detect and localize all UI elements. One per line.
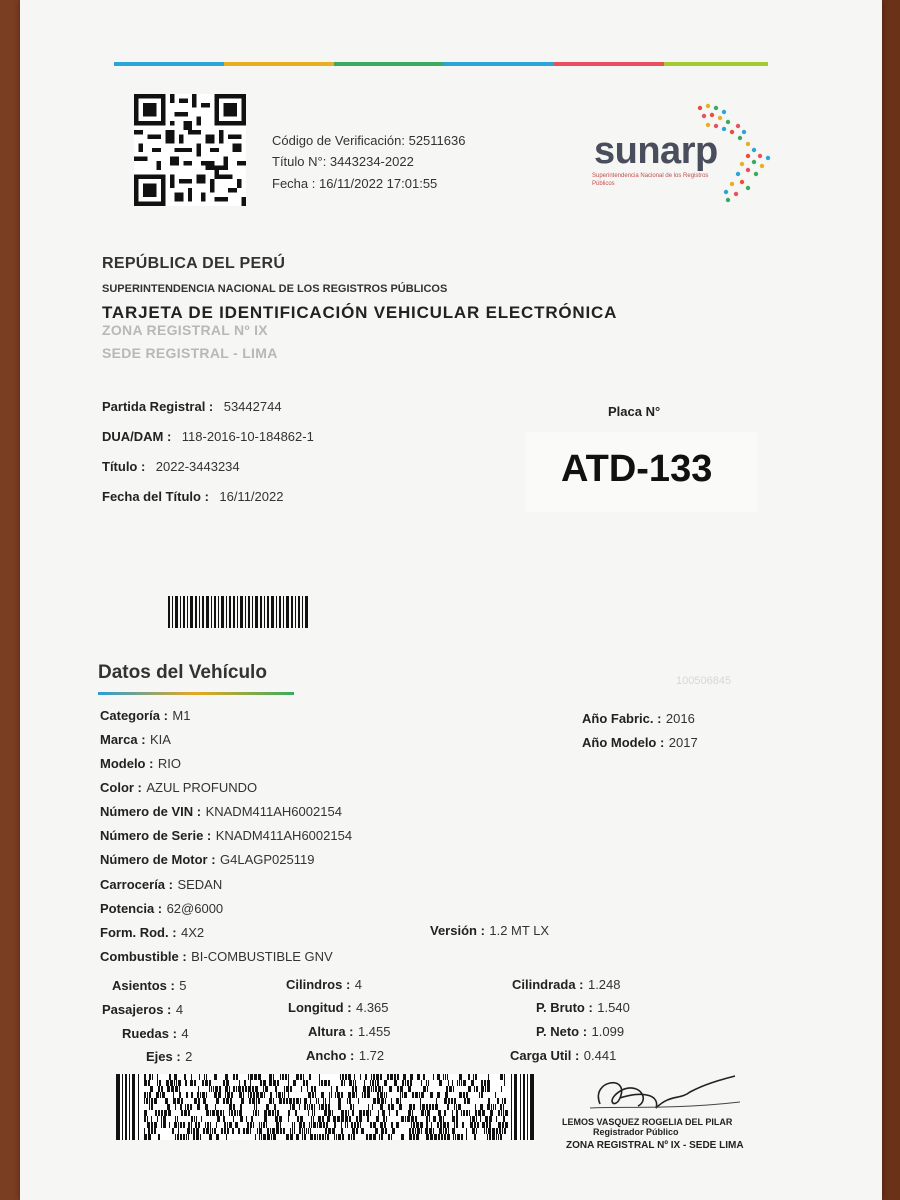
asientos-row <box>112 977 187 995</box>
plate-number: ATD-133 <box>561 448 713 490</box>
ruedas-label: Ruedas : <box>122 1026 177 1041</box>
title-number: Título N°: 3443234-2022 <box>272 154 414 169</box>
cilindros-row <box>286 976 362 994</box>
color-row <box>100 779 257 797</box>
serie-label: Número de Serie : <box>100 828 212 843</box>
dua-row <box>102 428 314 446</box>
background-edge <box>882 0 900 1200</box>
registrar-role: Registrador Público <box>593 1127 679 1137</box>
titulo-row <box>102 458 240 476</box>
partida-row <box>102 398 282 416</box>
anio-modelo-row <box>582 734 698 752</box>
qr-code <box>130 94 250 206</box>
dua-label: DUA/DAM : <box>102 429 172 444</box>
formrod-row <box>100 924 204 942</box>
longitud-row <box>288 999 389 1017</box>
anio-fabric-row <box>582 710 695 728</box>
potencia-value: 62@6000 <box>166 901 224 916</box>
pneto-row <box>536 1023 624 1041</box>
vin-row <box>100 803 342 821</box>
carroceria-label: Carrocería : <box>100 877 173 892</box>
motor-label: Número de Motor : <box>100 852 216 867</box>
fecha-label: Fecha del Título : <box>102 489 209 504</box>
serie-value: KNADM411AH6002154 <box>215 828 353 843</box>
cilindros-value: 4 <box>354 977 362 992</box>
modelo-label: Modelo : <box>100 756 154 771</box>
cilindros-label: Cilindros : <box>286 977 351 992</box>
color-value: AZUL PROFUNDO <box>146 780 258 795</box>
titulo-value: 2022-3443234 <box>155 459 240 474</box>
altura-row <box>308 1023 391 1041</box>
sede-registral: SEDE REGISTRAL - LIMA <box>102 345 278 361</box>
sunarp-logo-subtitle: Superintendencia Nacional de los Registros Públicos <box>592 173 709 187</box>
categoria-row <box>100 707 190 725</box>
partida-value: 53442744 <box>223 399 282 414</box>
modelo-row <box>100 755 181 773</box>
partida-label: Partida Registral : <box>102 399 214 414</box>
issue-date: Fecha : 16/11/2022 17:01:55 <box>272 176 438 191</box>
carga-label: Carga Util : <box>510 1048 580 1063</box>
categoria-value: M1 <box>172 708 191 723</box>
pbruto-row <box>536 999 630 1017</box>
republic-heading: REPÚBLICA DEL PERÚ <box>102 255 286 272</box>
combustible-label: Combustible : <box>100 949 187 964</box>
motor-value: G4LAGP025119 <box>220 852 315 867</box>
plate-label: Placa N° <box>608 404 661 419</box>
anio-fabric-label: Año Fabric. : <box>582 711 662 726</box>
section-underline <box>98 692 294 695</box>
version-label: Versión : <box>430 923 485 938</box>
pasajeros-value: 4 <box>175 1002 184 1017</box>
marca-value: KIA <box>149 732 171 747</box>
version-value: 1.2 MT LX <box>489 923 550 938</box>
pneto-value: 1.099 <box>591 1024 625 1039</box>
version-row <box>430 922 549 940</box>
serie-row <box>100 827 352 845</box>
marca-row <box>100 731 171 749</box>
pasajeros-label: Pasajeros : <box>102 1002 172 1017</box>
verification-code: Código de Verificación: 52511636 <box>272 133 466 148</box>
modelo-value: RIO <box>157 756 182 771</box>
document-title: TARJETA DE IDENTIFICACIÓN VEHICULAR ELECTRÓNICA <box>102 303 618 322</box>
ejes-value: 2 <box>185 1049 193 1064</box>
vin-value: KNADM411AH6002154 <box>205 804 342 819</box>
longitud-label: Longitud : <box>288 1000 352 1015</box>
carroceria-row <box>100 876 222 894</box>
formrod-value: 4X2 <box>181 925 205 940</box>
titulo-label: Título : <box>102 459 146 474</box>
cilindrada-row <box>512 976 621 994</box>
pasajeros-row <box>102 1001 183 1019</box>
combustible-value: BI-COMBUSTIBLE GNV <box>191 949 333 964</box>
color-stripe <box>114 62 768 66</box>
formrod-label: Form. Rod. : <box>100 925 177 940</box>
carroceria-value: SEDAN <box>177 877 223 892</box>
cilindrada-value: 1.248 <box>587 977 621 992</box>
ruedas-value: 4 <box>181 1026 189 1041</box>
ancho-row <box>306 1047 384 1065</box>
ejes-row <box>146 1048 192 1066</box>
barcode <box>168 596 308 628</box>
fecha-row <box>102 488 283 506</box>
registrar-office: ZONA REGISTRAL Nº IX - SEDE LIMA <box>566 1140 744 1151</box>
fecha-value: 16/11/2022 <box>219 489 284 504</box>
motor-row <box>100 851 314 869</box>
asientos-value: 5 <box>179 978 187 993</box>
ancho-label: Ancho : <box>306 1048 355 1063</box>
vin-label: Número de VIN : <box>100 804 202 819</box>
color-label: Color : <box>100 780 142 795</box>
anio-modelo-label: Año Modelo : <box>582 735 665 750</box>
faint-code: 100506845 <box>676 675 732 687</box>
ruedas-row <box>122 1025 189 1043</box>
pbruto-label: P. Bruto : <box>536 1000 593 1015</box>
pdf417-barcode <box>116 1074 534 1140</box>
document-card <box>20 0 882 1200</box>
anio-modelo-value: 2017 <box>668 735 698 750</box>
pbruto-value: 1.540 <box>597 1000 630 1015</box>
longitud-value: 4.365 <box>355 1000 389 1015</box>
registrar-name: LEMOS VASQUEZ ROGELIA DEL PILAR <box>562 1117 733 1127</box>
sunarp-logo-text: sunarp <box>594 130 718 172</box>
dua-value: 118-2016-10-184862-1 <box>181 429 314 444</box>
carga-value: 0.441 <box>583 1048 617 1063</box>
signature-image <box>560 1070 760 1120</box>
section-title: Datos del Vehículo <box>98 662 267 683</box>
marca-label: Marca : <box>100 732 146 747</box>
zona-registral: ZONA REGISTRAL Nº IX <box>102 322 268 338</box>
combustible-row <box>100 948 333 966</box>
altura-value: 1.455 <box>357 1024 391 1039</box>
potencia-row <box>100 900 223 918</box>
ejes-label: Ejes : <box>146 1049 181 1064</box>
ancho-value: 1.72 <box>358 1048 385 1063</box>
potencia-label: Potencia : <box>100 901 163 916</box>
pneto-label: P. Neto : <box>536 1024 588 1039</box>
carga-row <box>510 1047 616 1065</box>
altura-label: Altura : <box>308 1024 354 1039</box>
asientos-label: Asientos : <box>112 978 175 993</box>
anio-fabric-value: 2016 <box>665 711 695 726</box>
cilindrada-label: Cilindrada : <box>512 977 584 992</box>
categoria-label: Categoría : <box>100 708 168 723</box>
agency-heading: SUPERINTENDENCIA NACIONAL DE LOS REGISTROS PÚBLICOS <box>102 283 448 295</box>
